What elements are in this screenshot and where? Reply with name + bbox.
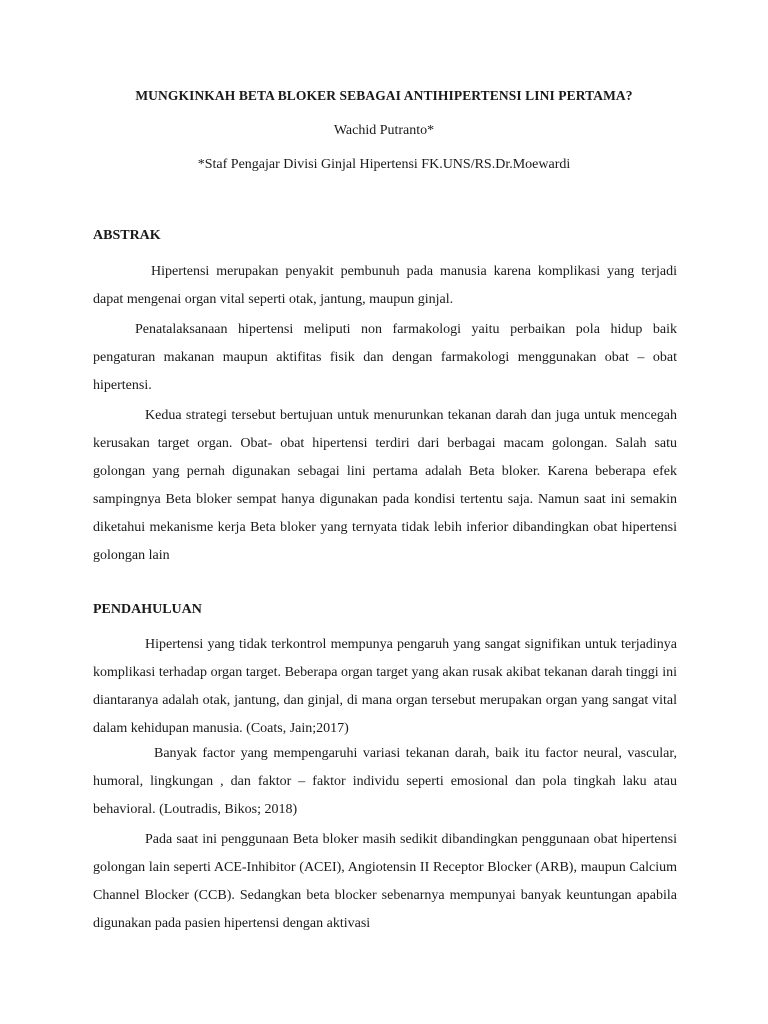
abstract-heading: ABSTRAK	[93, 228, 161, 243]
abstract-paragraph-1: Hipertensi merupakan penyakit pembunuh pada manusia karena komplikasi yang terjadi dapat mengenai organ vital seperti otak, jantung, maupun ginjal.	[93, 264, 677, 307]
intro-paragraph-1: Hipertensi yang tidak terkontrol mempunya pengaruh yang sangat signifikan untuk terjadinya komplikasi terhadap organ target. Beberapa organ target yang akan rusak akibat tekanan darah tinggi ini diantaranya adalah otak, jantung, dan ginjal, di mana organ tersebut merupakan organ yang sangat vital dalam kehidupan manusia. (Coats, Jain;2017)	[93, 637, 677, 736]
author-name: Wachid Putranto*	[333, 123, 435, 138]
abstract-paragraph-2: Penatalaksanaan hipertensi meliputi non farmakologi yaitu perbaikan pola hidup baik pengaturan makanan maupun aktifitas fisik dan dengan farmakologi menggunakan obat – obat hipertensi.	[93, 322, 677, 393]
document-title: MUNGKINKAH BETA BLOKER SEBAGAI ANTIHIPERTENSI LINI PERTAMA?	[135, 88, 633, 103]
author-affiliation: *Staf Pengajar Divisi Ginjal Hipertensi FK.UNS/RS.Dr.Moewardi	[197, 157, 571, 172]
intro-paragraph-3: Pada saat ini penggunaan Beta bloker masih sedikit dibandingkan penggunaan obat hipertensi golongan lain seperti ACE-Inhibitor (ACEI), Angiotensin II Receptor Blocker (ARB), maupun Calcium Channel Blocker (CCB). Sedangkan beta blocker sebenarnya mempunyai banyak keuntungan apabila digunakan pada pasien hipertensi dengan aktivasi	[93, 832, 677, 931]
intro-paragraph-2: Banyak factor yang mempengaruhi variasi tekanan darah, baik itu factor neural, vascular, humoral, lingkungan , dan faktor – faktor individu seperti emosional dan pola tingkah laku atau behavioral. (Loutradis, Bikos; 2018)	[93, 746, 677, 817]
abstract-paragraph-3: Kedua strategi tersebut bertujuan untuk menurunkan tekanan darah dan juga untuk mencegah kerusakan target organ. Obat- obat hipertensi terdiri dari berbagai macam golongan. Salah satu golongan yang pernah digunakan sebagai lini pertama adalah Beta bloker. Karena beberapa efek sampingnya Beta bloker sempat hanya digunakan pada kondisi tertentu saja. Namun saat ini semakin diketahui mekanisme kerja Beta bloker yang ternyata tidak lebih inferior dibandingkan obat hipertensi golongan lain	[93, 408, 677, 563]
intro-heading: PENDAHULUAN	[93, 602, 202, 617]
